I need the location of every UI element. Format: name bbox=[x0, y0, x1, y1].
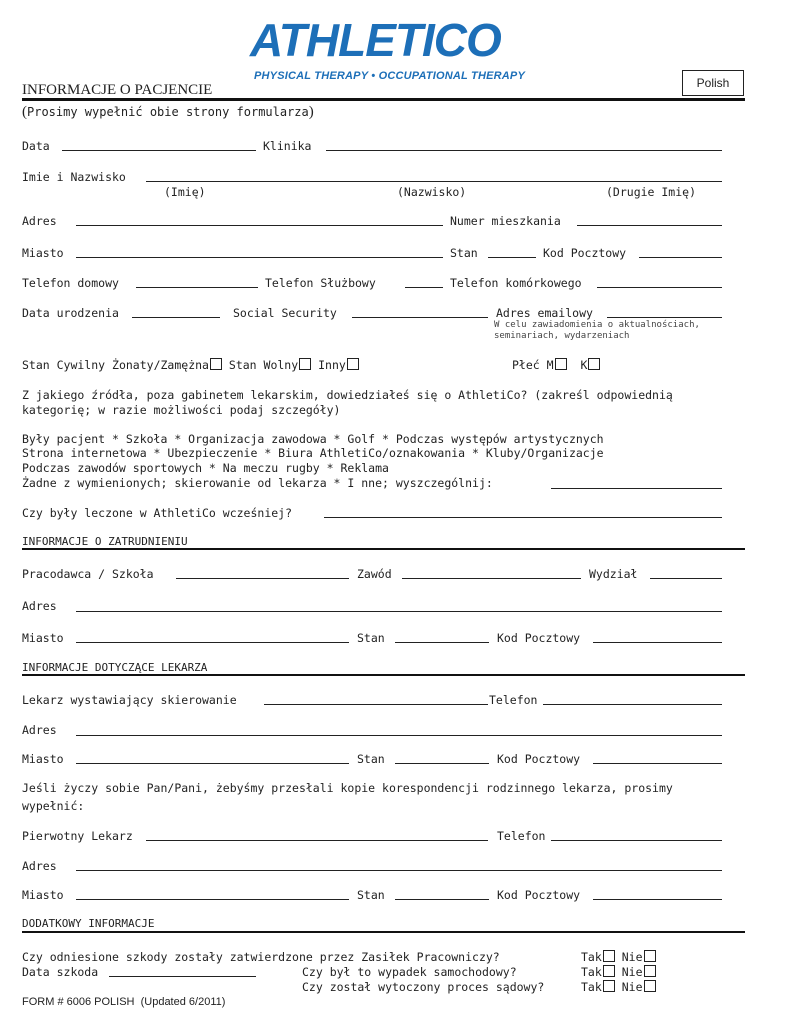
auto-accident-question: Czy był to wypadek samochodowy? bbox=[302, 965, 517, 979]
referral-options-line-1: Były pacjent * Szkoła * Organizacja zawodowa * Golf * Podczas występów artystycznych bbox=[22, 432, 604, 446]
ssn-label: Social Security bbox=[233, 306, 337, 320]
language-badge bbox=[682, 70, 744, 96]
department-label: Wydział bbox=[589, 567, 638, 581]
physician-city-label: Miasto bbox=[22, 752, 64, 766]
treated-before-field[interactable] bbox=[324, 517, 722, 518]
physician-state-field[interactable] bbox=[395, 763, 489, 764]
marital-label: Stan Cywilny bbox=[22, 358, 106, 372]
date-field[interactable] bbox=[62, 150, 256, 151]
workers-comp-question: Czy odniesione szkody zostały zatwierdzone przez Zasiłek Pracowniczy? bbox=[22, 950, 500, 964]
employer-address-label: Adres bbox=[22, 599, 57, 613]
injury-date-label: Data szkoda bbox=[22, 965, 99, 979]
auto-accident-no-checkbox[interactable] bbox=[644, 965, 656, 977]
marital-status-row bbox=[22, 358, 359, 372]
referral-options-line-4: Żadne z wymienionych; skierowanie od lekarza * I nne; wyszczególnij: bbox=[22, 476, 493, 490]
occupation-label: Zawód bbox=[357, 567, 392, 581]
apt-label: Numer mieszkania bbox=[450, 214, 561, 228]
auto-accident-yes-checkbox[interactable] bbox=[603, 965, 615, 977]
sex-row bbox=[512, 358, 600, 372]
primary-city-field[interactable] bbox=[76, 899, 349, 900]
physician-address-label: Adres bbox=[22, 723, 57, 737]
female-checkbox[interactable] bbox=[588, 358, 600, 370]
email-label: Adres emailowy bbox=[496, 306, 593, 320]
auto-accident-no-label: Nie bbox=[621, 965, 643, 979]
additional-section-title: DODATKOWY INFORMACJE bbox=[22, 917, 155, 930]
cell-phone-label: Telefon komórkowego bbox=[450, 276, 582, 290]
primary-phone-label: Telefon bbox=[497, 829, 546, 843]
athletico-logo bbox=[250, 12, 550, 92]
female-label: K bbox=[580, 358, 588, 372]
language-badge-text: Polish bbox=[696, 76, 730, 90]
state-label: Stan bbox=[450, 246, 478, 260]
name-label: Imie i Nazwisko bbox=[22, 170, 126, 184]
employment-section-title: INFORMACJE O ZATRUDNIENIU bbox=[22, 535, 188, 548]
dob-field[interactable] bbox=[132, 317, 220, 318]
home-phone-field[interactable] bbox=[136, 287, 258, 288]
employer-label: Pracodawca / Szkoła bbox=[22, 567, 154, 581]
primary-state-label: Stan bbox=[357, 888, 385, 902]
employer-zip-field[interactable] bbox=[593, 642, 722, 643]
physician-section-title: INFORMACJE DOTYCZĄCE LEKARZA bbox=[22, 661, 208, 674]
primary-physician-field[interactable] bbox=[146, 840, 488, 841]
occupation-field[interactable] bbox=[402, 578, 581, 579]
physician-city-field[interactable] bbox=[76, 763, 349, 764]
form-number: FORM # 6006 POLISH (Updated 6/2011) bbox=[22, 996, 226, 1008]
employer-state-field[interactable] bbox=[395, 642, 489, 643]
workers-comp-no-label: Nie bbox=[621, 950, 643, 964]
copy-request-line-1: Jeśli życzy sobie Pan/Pani, żebyśmy przesłali kopie korespondencji rodzinnego lekarza, prosimy bbox=[22, 781, 673, 795]
single-label: Stan Wolny bbox=[228, 358, 299, 372]
auto-accident-yes-label: Tak bbox=[581, 965, 602, 979]
email-note-line-2: seminariach, wydarzeniach bbox=[494, 331, 630, 341]
primary-physician-label: Pierwotny Lekarz bbox=[22, 829, 133, 843]
lawsuit-no-label: Nie bbox=[621, 980, 643, 994]
workers-comp-options bbox=[581, 950, 656, 964]
referring-physician-field[interactable] bbox=[264, 704, 488, 705]
additional-rule bbox=[22, 931, 745, 933]
workers-comp-yes-checkbox[interactable] bbox=[603, 950, 615, 962]
email-field[interactable] bbox=[607, 317, 722, 318]
physician-zip-field[interactable] bbox=[593, 763, 722, 764]
male-checkbox[interactable] bbox=[555, 358, 567, 370]
email-note-line-1: W celu zawiadomienia o aktualnościach, bbox=[494, 320, 700, 330]
referring-physician-label: Lekarz wystawiający skierowanie bbox=[22, 693, 237, 707]
lawsuit-no-checkbox[interactable] bbox=[644, 980, 656, 992]
address-field[interactable] bbox=[76, 225, 443, 226]
middle-name-sublabel: (Drugie Imię) bbox=[606, 185, 697, 199]
treated-before-label: Czy były leczone w AthletiCo wcześniej? bbox=[22, 506, 293, 520]
dob-label: Data urodzenia bbox=[22, 306, 119, 320]
physician-address-field[interactable] bbox=[76, 735, 722, 736]
title-rule bbox=[22, 98, 745, 101]
physician-state-label: Stan bbox=[357, 752, 385, 766]
physician-zip-label: Kod Pocztowy bbox=[497, 752, 581, 766]
other-marital-label: Inny bbox=[318, 358, 346, 372]
single-checkbox[interactable] bbox=[299, 358, 311, 370]
first-name-sublabel: (Imię) bbox=[164, 185, 206, 199]
city-field[interactable] bbox=[76, 257, 443, 258]
primary-phone-field[interactable] bbox=[551, 840, 722, 841]
address-label: Adres bbox=[22, 214, 57, 228]
work-phone-field[interactable] bbox=[405, 287, 443, 288]
sex-label: Płeć bbox=[512, 358, 540, 372]
date-label: Data bbox=[22, 139, 50, 153]
workers-comp-yes-label: Tak bbox=[581, 950, 602, 964]
workers-comp-no-checkbox[interactable] bbox=[644, 950, 656, 962]
employer-address-field[interactable] bbox=[76, 611, 722, 612]
logo-subtitle: PHYSICAL THERAPY • OCCUPATIONAL THERAPY bbox=[254, 70, 525, 82]
form-title: INFORMACJE O PACJENCIE bbox=[22, 82, 213, 98]
city-label: Miasto bbox=[22, 246, 64, 260]
ssn-field[interactable] bbox=[352, 317, 488, 318]
referral-options-line-3: Podczas zawodów sportowych * Na meczu rugby * Reklama bbox=[22, 461, 389, 475]
married-checkbox[interactable] bbox=[210, 358, 222, 370]
cell-phone-field[interactable] bbox=[597, 287, 722, 288]
referring-phone-field[interactable] bbox=[543, 704, 722, 705]
home-phone-label: Telefon domowy bbox=[22, 276, 119, 290]
lawsuit-question: Czy został wytoczony proces sądowy? bbox=[302, 980, 545, 994]
referral-question-line-1: Z jakiego źródła, poza gabinetem lekarskim, dowiedziałeś się o AthletiCo? (zakreśl odpowiednią bbox=[22, 388, 673, 402]
auto-accident-options bbox=[581, 965, 656, 979]
instruction: (Prosimy wypełnić obie strony formularza) bbox=[22, 104, 314, 120]
referral-question-line-2: kategorię; w razie możliwości podaj szczegóły) bbox=[22, 403, 341, 417]
department-field[interactable] bbox=[650, 578, 722, 579]
zip-field[interactable] bbox=[639, 257, 722, 258]
primary-state-field[interactable] bbox=[395, 899, 489, 900]
employer-city-field[interactable] bbox=[76, 642, 349, 643]
employer-city-label: Miasto bbox=[22, 631, 64, 645]
primary-zip-label: Kod Pocztowy bbox=[497, 888, 581, 902]
injury-date-field[interactable] bbox=[109, 976, 256, 977]
copy-request-line-2: wypełnić: bbox=[22, 799, 85, 813]
employer-state-label: Stan bbox=[357, 631, 385, 645]
other-marital-checkbox[interactable] bbox=[347, 358, 359, 370]
referral-other-field[interactable] bbox=[551, 488, 722, 489]
clinic-label: Klinika bbox=[263, 139, 312, 153]
name-field[interactable] bbox=[146, 181, 722, 182]
clinic-field[interactable] bbox=[326, 150, 722, 151]
married-label: Żonaty/Zamężna bbox=[112, 358, 209, 372]
primary-zip-field[interactable] bbox=[593, 899, 722, 900]
apt-field[interactable] bbox=[577, 225, 722, 226]
logo-wordmark: ATHLETICO bbox=[250, 14, 501, 66]
instruction-text: Prosimy wypełnić obie strony formularza bbox=[27, 105, 309, 119]
last-name-sublabel: (Nazwisko) bbox=[397, 185, 467, 199]
employer-zip-label: Kod Pocztowy bbox=[497, 631, 581, 645]
lawsuit-yes-checkbox[interactable] bbox=[603, 980, 615, 992]
state-field[interactable] bbox=[488, 257, 536, 258]
referring-phone-label: Telefon bbox=[489, 693, 538, 707]
work-phone-label: Telefon Służbowy bbox=[265, 276, 376, 290]
primary-address-label: Adres bbox=[22, 859, 57, 873]
employment-rule bbox=[22, 548, 745, 550]
physician-rule bbox=[22, 674, 745, 676]
primary-address-field[interactable] bbox=[76, 870, 722, 871]
lawsuit-yes-label: Tak bbox=[581, 980, 602, 994]
referral-options-line-2: Strona internetowa * Ubezpieczenie * Biura AthletiCo/oznakowania * Kluby/Organizacje bbox=[22, 446, 604, 460]
primary-city-label: Miasto bbox=[22, 888, 64, 902]
male-label: M bbox=[546, 358, 554, 372]
lawsuit-options bbox=[581, 980, 656, 994]
employer-field[interactable] bbox=[176, 578, 349, 579]
zip-label: Kod Pocztowy bbox=[543, 246, 627, 260]
